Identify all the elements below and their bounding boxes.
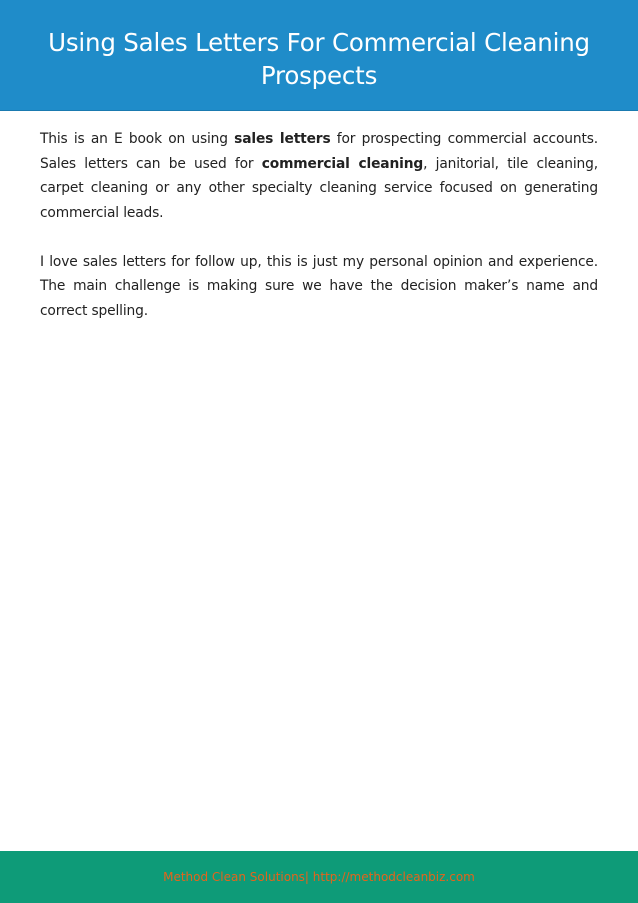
page-footer [0,851,638,903]
title-line-1: Using Sales Letters For Commercial Cleaning [48,28,590,57]
page-header [0,0,638,111]
paragraph-opinion: I love sales letters for follow up, this is just my personal opinion and experience. The main challenge is making sure we have the decision maker’s name and correct spelling. [40,253,598,319]
intro-text-1: This is an E book on using [40,131,235,147]
page-title [20,26,618,92]
title-line-2: Prospects [260,61,378,90]
paragraph-intro [40,127,598,225]
main-content [40,127,598,323]
intro-text-2: for prospecting commercial accounts. Sales letters can be used for [40,131,598,172]
intro-text-3: , janitorial, tile cleaning, carpet cleaning or any other specialty cleaning service focused on generating commercial leads. [40,155,598,221]
keyword-sales-letters: sales letters [234,131,331,147]
footer-credit: Method Clean Solutions| http://methodcleanbiz.com [163,870,475,884]
keyword-commercial-cleaning: commercial cleaning [261,155,424,172]
